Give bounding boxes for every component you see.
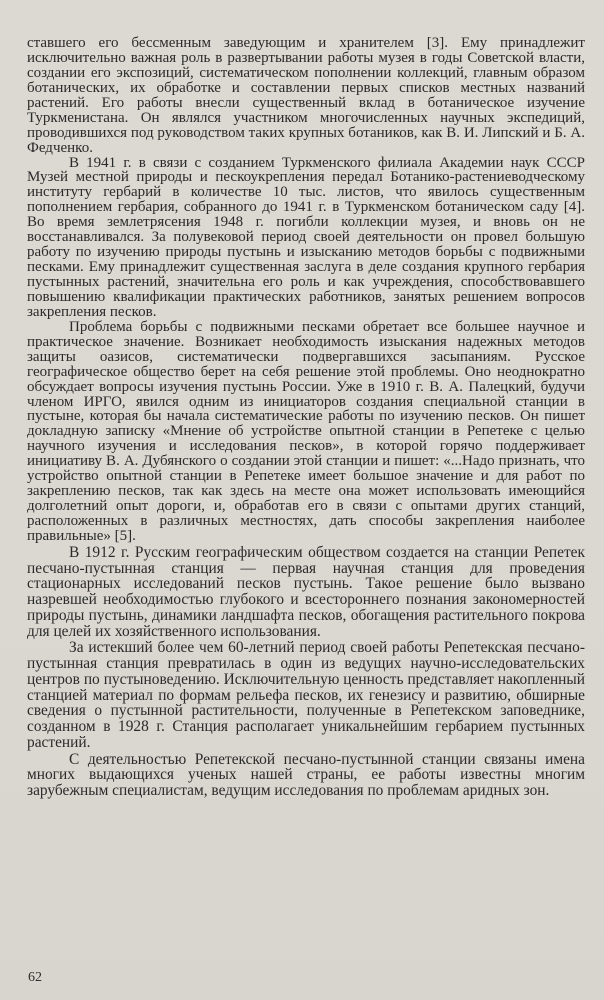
paragraph-5: За истекший более чем 60-летний период своей работы Репетекская песчано-пустынная станция превратилась в один из ведущих научно-исследовательских центров по пустыноведению. Исключительную ценность представляет накопленный станцией материал по формам рельефа песков, их генезису и развитию, обширные сведения о пустынной растительности, полученные в Репетекском заповеднике, созданном в 1928 г. Станция располагает уникальнейшим гербарием пустынных растений. [27,639,585,751]
page-number: 62 [28,970,42,985]
paragraph-2: В 1941 г. в связи с созданием Туркменского филиала Академии наук СССР Музей местной природы и пескоукрепления передал Ботанико-растениеводческому институту гербарий в количестве 10 тыс. листов, что явилось существенным пополнением гербария, собранного до 1941 г. в Туркменском ботаническом саду [4]. Во время землетрясения 1948 г. погибли коллекции музея, и вновь он не восстанавливался. За полувековой период своей деятельности он провел большую работу по изучению природы пустынь и изысканию методов борьбы с подвижными песками. Ему принадлежит существенная заслуга в деле создания крупного гербария пустынных растений, значительна его роль и как учреждения, способствовавшего повышению квалификации практических работников, занятых решением вопросов закрепления песков. [27,154,585,320]
paragraph-3: Проблема борьбы с подвижными песками обретает все большее научное и практическое значение. Возникает необходимость изыскания надежных методов защиты оазисов, систематически подвергавшихся засыпаниям. Русское географическое общество берет на себя решение этой проблемы. Оно неоднократно обсуждает вопросы изучения пустынь России. Уже в 1910 г. В. А. Палецкий, будучи членом ИРГО, явился одним из инициаторов создания специальной станции в пустыне, которая бы начала систематические работы по изучению песков. Он пишет докладную записку «Мнение об устройстве опытной станции в Репетеке с целью научного изучения и исследования песков», в которой горячо поддерживает инициативу В. А. Дубянского о создании этой станции и пишет: «...Надо признать, что устройство опытной станции в Репетеке имеет большое значение и для работ по закреплению песков, так как здесь на месте она может использовать имеющийся долголетний опыт дороги, и, обработав его в связи с опытами других станций, расположенных в различных местностях, дать способы закрепления наиболее правильные» [5]. [27,318,585,544]
paragraph-6: С деятельностью Репетекской песчано-пустынной станции связаны имена многих выдающихся ученых нашей страны, ее работы известны многим зарубежным специалистам, ведущим исследования по проблемам аридных зон. [27,750,585,800]
paragraph-1: ставшего его бессменным заведующим и хранителем [3]. Ему принадлежит исключительно важная роль в развертывании работы музея в годы Советской власти, создании его экспозиций, систематическом пополнении коллекций, главным образом ботанических, их обработке и составлении первых списков местных названий растений. Его работы внесли существенный вклад в ботаническое изучение Туркменистана. Он являлся участником многочисленных научных экспедиций, проводившихся под руководством таких крупных ботаников, как В. И. Липский и Б. А. Федченко. [27,35,585,156]
body-text [27,36,585,799]
paragraph-4: В 1912 г. Русским географическим обществом создается на станции Репетек песчано-пустынная станция — первая научная станция для проведения стационарных исследований песков пустынь. Такое решение было вызвано назревшей необходимостью глубокого и всестороннего познания закономерностей природы пустынь, динамики ландшафта песков, обогащения растительного покрова для целей их хозяйственного использования. [27,543,585,640]
